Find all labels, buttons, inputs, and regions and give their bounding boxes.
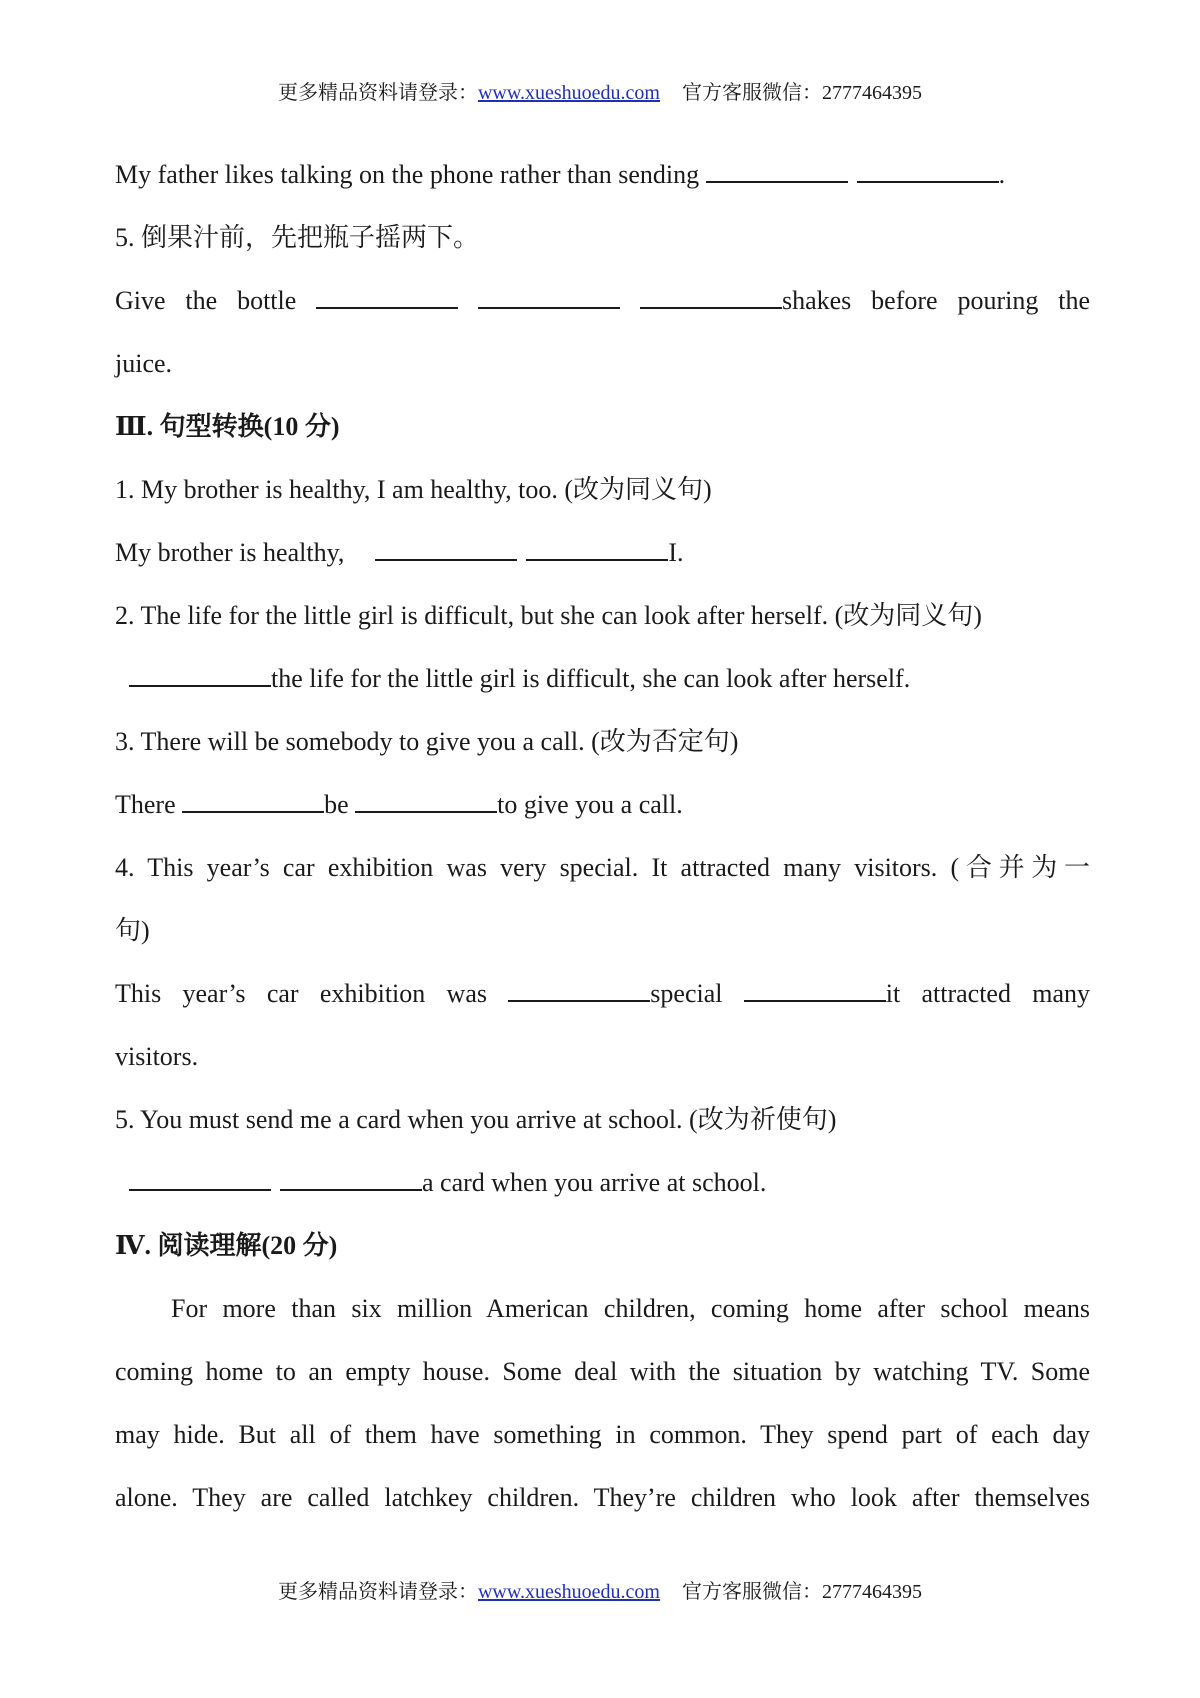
answer-blank[interactable] [508,978,650,1002]
answer-blank[interactable] [706,159,848,183]
answer-blank[interactable] [129,1167,271,1191]
part3-q4-answer-cont: visitors. [115,1042,199,1071]
answer-blank[interactable] [526,537,668,561]
answer-blank[interactable] [744,978,886,1002]
part3-q3-answer-line: There be to give you a call. [115,790,683,819]
part3-heading: Ⅲ. 句型转换(10 分) [115,412,340,441]
footer-link[interactable]: www.xueshuoedu.com [477,1581,660,1603]
answer-blank[interactable] [316,285,458,309]
page-footer [0,1579,1200,1605]
passage-line: For more than six million American children, coming home after school means [171,1294,1090,1323]
part2-q4-answer-line: My father likes talking on the phone rather than sending . [115,160,1006,189]
document-body [115,154,1090,1540]
header-prefix: 更多精品资料请登录： [277,82,478,104]
part3-q4-prompt: 4. This year’s car exhibition was very special. It attracted many visitors. (合并为一 [115,853,1090,882]
part3-q4-prompt-cont: 句) [115,916,150,945]
part3-q4-answer-line: This year’s car exhibition was special it attracted many [115,979,1091,1008]
answer-blank[interactable] [280,1167,422,1191]
header-link[interactable]: www.xueshuoedu.com [477,82,660,104]
part2-q5-answer-cont: juice. [115,349,173,378]
passage-line: alone. They are called latchkey children. They’re children who look after themselves [115,1483,1090,1512]
passage-line: coming home to an empty house. Some deal with the situation by watching TV. Some [115,1357,1090,1386]
answer-blank[interactable] [857,159,999,183]
part3-q5-prompt: 5. You must send me a card when you arrive at school. (改为祈使句) [115,1105,837,1134]
answer-blank[interactable] [129,663,271,687]
answer-blank[interactable] [355,789,497,813]
answer-blank[interactable] [375,537,517,561]
passage-line: may hide. But all of them have something in common. They spend part of each day [115,1420,1090,1449]
part3-q2-prompt: 2. The life for the little girl is difficult, but she can look after herself. (改为同义句) [115,601,982,630]
part2-q5-answer-line: Give the bottle shakes before pouring the [115,286,1090,315]
part4-heading: Ⅳ. 阅读理解(20 分) [115,1231,338,1260]
header-contact: 官方客服微信：2777464395 [682,82,922,104]
footer-prefix: 更多精品资料请登录： [277,1581,478,1603]
answer-blank[interactable] [478,285,620,309]
footer-contact: 官方客服微信：2777464395 [682,1581,922,1603]
answer-blank[interactable] [640,285,782,309]
part3-q2-answer-line: the life for the little girl is difficult, she can look after herself. [115,658,1090,721]
part3-q3-prompt: 3. There will be somebody to give you a call. (改为否定句) [115,727,739,756]
part3-q5-answer-line: a card when you arrive at school. [115,1162,1090,1225]
part2-q5-prompt: 5. 倒果汁前，先把瓶子摇两下。 [115,223,480,252]
part3-q1-prompt: 1. My brother is healthy, I am healthy, too. (改为同义句) [115,475,712,504]
part3-q1-answer-line: My brother is healthy, I. [115,538,684,567]
answer-blank[interactable] [182,789,324,813]
page-header [0,80,1200,106]
